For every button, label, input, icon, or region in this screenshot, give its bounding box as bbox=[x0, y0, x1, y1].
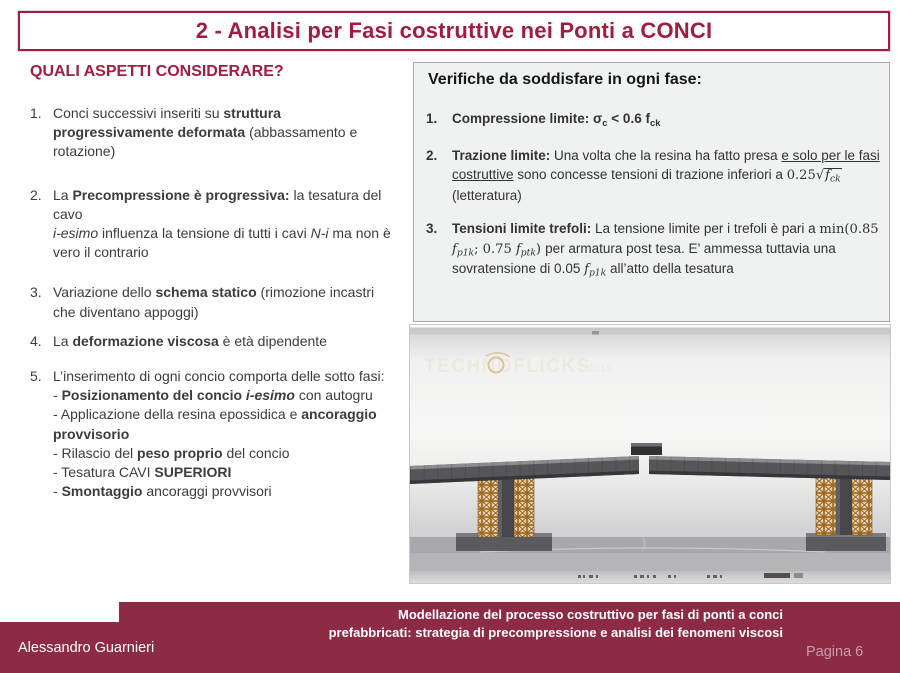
list-item-number: 5. bbox=[30, 368, 42, 385]
svg-text:2010: 2010 bbox=[588, 363, 613, 375]
list-item-text: Conci successivi inseriti su struttura progressivamente deformata (abbassamento e rotazione) bbox=[53, 105, 358, 160]
list-item-number: 1. bbox=[30, 105, 42, 121]
list-item-text: Tensioni limite trefoli: La tensione limite per i trefoli è pari a min(0.85 $f_{p1k}$; 0.75 $f_{ptk}$) per armatura post tesa. E’ ammessa tuttavia una sovratensione di 0.05 $f_{p1k}$ all’atto della tesatura bbox=[452, 220, 879, 279]
list-item bbox=[30, 332, 392, 351]
list-item-number: 1. bbox=[426, 111, 438, 126]
list-item bbox=[30, 186, 392, 263]
verifications-heading: Verifiche da soddisfare in ogni fase: bbox=[428, 71, 702, 88]
list-item bbox=[30, 104, 392, 162]
list-item-text: Compressione limite: $\sigma_c < 0.6$ $f_{ck}$ bbox=[452, 111, 661, 129]
list-item-number: 2. bbox=[30, 186, 42, 203]
bridge-render-image bbox=[410, 325, 890, 583]
list-item-text: Variazione dello schema statico (rimozione incastri che diventano appoggi) bbox=[53, 284, 375, 320]
list-item bbox=[30, 367, 392, 501]
list-item-text: Trazione limite: Una volta che la resina ha fatto presa e solo per le fasi costruttive sono concesse tensioni di trazione inferiori a $0.25√f_{ck}$ (letteratura) bbox=[452, 148, 880, 203]
list-item-number: 4. bbox=[30, 332, 42, 349]
list-item-text: La Precompressione è progressiva: la tesatura del cavo i-esimo influenza la tensione di tutti i cavi N-i ma non è vero il contrario bbox=[53, 186, 391, 261]
list-item bbox=[426, 219, 883, 280]
list-item-number: 3. bbox=[426, 220, 438, 236]
list-item bbox=[30, 283, 392, 321]
aspects-list bbox=[30, 104, 392, 501]
slide-title-box bbox=[18, 11, 890, 51]
list-item-number: 2. bbox=[426, 148, 438, 164]
list-item bbox=[426, 146, 883, 205]
svg-text:TECHNOFLICKS: TECHNOFLICKS bbox=[424, 356, 591, 377]
bridge-illustration bbox=[410, 325, 890, 583]
footer-author: Alessandro Guarnieri bbox=[18, 640, 155, 656]
list-item-text: La deformazione viscosa è età dipendente bbox=[53, 332, 327, 349]
verifications-box bbox=[413, 62, 890, 322]
list-item-number: 3. bbox=[30, 284, 42, 301]
list-item-text: L’inserimento di ogni concio comporta delle sotto fasi: - Posizionamento del concio i-esimo con autogru - Applicazione della resina epossidica e ancoraggio provvisorio - Rilascio del peso proprio del concio - Tesatura CAVI SUPERIORI - Smontaggio ancoraggi provvisori bbox=[53, 368, 385, 500]
footer-page-number: Pagina 6 bbox=[806, 644, 864, 660]
watermark bbox=[424, 353, 612, 377]
slide-title: 2 - Analisi per Fasi costruttive nei Ponti a CONCI bbox=[195, 18, 713, 43]
footer-thesis-title: Modellazione del processo costruttivo per fasi di ponti a conci prefabbricati: strategia di precompressione e analisi dei fenomeni viscosi bbox=[328, 607, 783, 640]
left-column-heading: QUALI ASPETTI CONSIDERARE? bbox=[30, 63, 284, 80]
closure-segment bbox=[631, 443, 662, 455]
list-item bbox=[426, 109, 883, 128]
